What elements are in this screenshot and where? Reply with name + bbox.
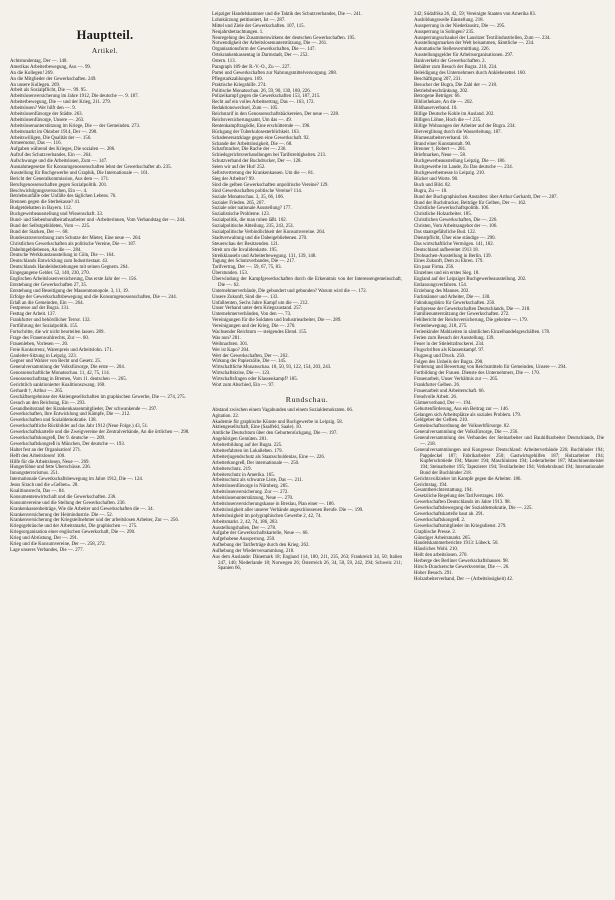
- index-entry: Unfallrenten, Sechs Jahre Kampf um die —. 212.: [212, 300, 309, 306]
- index-entry: Arbeit als Sozialpflicht, Die —. 99. 95.: [10, 88, 87, 94]
- index-entry: Behälter zum Besuch der Bugra. 210, 234.: [414, 65, 498, 71]
- index-entry: Flugschriften als Klassenkampf. 97.: [414, 347, 485, 353]
- index-entry: Arbeitslosenfürsorge in Nürnberg. 285.: [212, 484, 289, 490]
- index-entry: Selbstvertretung der Krankenkassen. Um die —. 81.: [212, 171, 315, 177]
- index-entry: Partei und Gewerkschaften zur Nahrungsmittelversorgung. 288.: [212, 70, 337, 76]
- index-entry: Jesus Sirach und die «Gelben». 28.: [10, 483, 79, 489]
- index-entry: Erziehung des Mannes. 202.: [414, 288, 470, 294]
- index-entry: Ostern. 113.: [212, 59, 236, 65]
- index-entry: Aussperrungsschaukel der Lausitzer Textilindustriellen, Zum —. 234.: [414, 35, 551, 41]
- index-entry: Ausstellungsgelder für Arbeitsorganisationen. 297.: [414, 53, 514, 59]
- index-entry: Arbeiterbildung auf der Bugra. 225.: [212, 443, 283, 449]
- index-entry: Ausbildungswelle Einstellung. 218.: [414, 17, 484, 23]
- index-entry: Internationale Gewerkschaftsbewegung im Jahre 1912, Die —. 124.: [10, 477, 144, 483]
- index-entry: Unternehmerverbände, Die gebundert und gebunden? Warum wird die —. 172.: [212, 288, 367, 294]
- index-entry: Herberge des Berliner Gewerkschaftshauses. 98.: [414, 559, 509, 565]
- index-entry: Arbeitslosenunterstützung im Kriege, Die — der Gemeinden. 273.: [10, 123, 141, 129]
- index-entry: Generalversammlung des Verbandes der Steinarbeiter und Bauhilfsarbeiter Deutschlands, Die —. 218.: [414, 436, 604, 447]
- index-entry: Christen, Vom Arbeitsangebot der —. 106.: [414, 224, 498, 230]
- index-entry: Sozialpolitische Verbindlichkeit der Konsumvereine. 264.: [212, 229, 326, 235]
- index-entry: Wer ist Kapo? 204.: [212, 347, 250, 353]
- index-entry: Wort zum Abschied, Ein —. 97.: [212, 382, 275, 388]
- index-entry: Ortskrankenkassentag in Darmstadt, Der —. 252.: [212, 53, 309, 59]
- index-entry: Beschäftigung 207, 231.: [414, 76, 462, 82]
- index-entry: Abstand zwischen einem Vagabunden und einem Sozialdemokraten. 66.: [212, 407, 354, 413]
- index-entry: Gesetzliche Regelung des Tarifvertrages. 106.: [414, 494, 505, 500]
- index-entry: Arbeitsmarkt. 2, 42, 74, 186, 283.: [212, 519, 279, 525]
- index-entry: Bildhauerverband. 10.: [414, 106, 458, 112]
- index-entry: Buchgewerbemesse in Leipzig. 210.: [414, 171, 486, 177]
- index-entry: Brand einer Kunstanstalt. 90.: [414, 141, 472, 147]
- index-entry: Erlaß an die Gemeinden, Ein —. 264.: [10, 300, 84, 306]
- index-entry: Arbeitslosenfürsorge, Unsere —. 263.: [10, 117, 85, 123]
- index-entry: Arbeiterschutz in Amerika. 165.: [212, 472, 275, 478]
- index-entry: Eingegangene Gelder. 52, 140, 230, 270.: [10, 271, 90, 277]
- index-entry: Arbeitslosenversicherungskasse in Breslau, Plan einer —. 186.: [212, 501, 335, 507]
- index-entry: Kriegsgebräuche und der Arbeitsmarkt, Die graphischen —. 275.: [10, 524, 138, 530]
- index-entry: An die Mitglieder der Gewerkschaften. 249.: [10, 76, 97, 82]
- index-entry: Günstiger Arbeitsmarkt. 265.: [414, 535, 472, 541]
- index-entry: Arbeiterkongreß, Der internationale —. 250.: [212, 460, 300, 466]
- index-entry: Bericht der Generalkommission, Aus dem —. 171.: [10, 176, 110, 182]
- index-entry: Buchgewerbe im Lande, Zu Das deutsche —. 234.: [414, 165, 513, 171]
- index-entry: Rentenkampftragödie, Eine erschütternde —. 196.: [212, 123, 311, 129]
- index-entry: Krankenversicherung der Kriegsteilnehmer und der arbeitslosen Arbeiter, Zur —. 256.: [10, 518, 180, 524]
- index-entry: Gesamtberichterstattung. 194.: [414, 488, 473, 494]
- index-entry: Krankenversicherung der Heimindustrie. Die —. 52.: [10, 512, 113, 518]
- index-entry: Wirtschaftsfragen oder Klassenkampf? 185.: [212, 377, 298, 383]
- index-entry: Akademie für graphische Künste und Buchgewerbe in Leipzig. 58.: [212, 419, 343, 425]
- index-entry: Angehörigen Gemüten. 281.: [212, 437, 268, 443]
- index-entry: Amtliche Deutschtum über den Geburtenrückgang, Die —. 197.: [212, 431, 338, 437]
- index-entry: Freudvolle Arbeit. 26.: [414, 394, 458, 400]
- index-entry: Briefmarken, Neue —. 58.: [414, 153, 467, 159]
- index-entry: Fachpresse der Gewerkschaften Deutschlands, Die —. 218.: [414, 306, 531, 312]
- index-entry: Polizeikampf gegen die Gewerkschaften 153, 187, 215.: [212, 94, 321, 100]
- index-entry: Mittel und Ziele der Gewerkschaften. 107, 115.: [212, 23, 305, 29]
- index-entry: Handelskammerberichte 1913: Lübeck. 50.: [414, 541, 499, 547]
- index-entry: Bücher und Worte. 98.: [414, 176, 459, 182]
- index-entry: Blumenarbeiterverband. 10.: [414, 135, 469, 141]
- index-entry: Organisationsform der Gewerkschaften, Die —. 147.: [212, 47, 316, 53]
- index-entry: Neuregelung des Zusammenwirkens der deutschen Gewerkschaften. 195.: [212, 35, 356, 41]
- index-entry: Christlichen Gewerkschaften, Die —. 226.: [414, 218, 498, 224]
- column-2: [212, 12, 402, 572]
- index-entry: Vereinigungen und der Krieg, Die —. 270.: [212, 324, 296, 330]
- index-entry: Pflegstarkzahlungen. 169.: [212, 76, 263, 82]
- index-entry: Bund der Starken, Der —. 68.: [10, 229, 69, 235]
- index-entry: Sozialistische Probleme. 123.: [212, 212, 270, 218]
- column-3: [414, 12, 604, 583]
- index-entry: Ferien zum Besuch der Ausstellung. 139.: [414, 335, 495, 341]
- index-entry: Arbeitsschutz als schwarze Liste, Das —. 211.: [212, 478, 303, 484]
- index-entry: Das wirtschaftliche Vermögen. 141, 182.: [414, 241, 494, 247]
- index-entry: Ferienbewegung. 218, 275.: [414, 324, 468, 330]
- index-entry: Brennen gegen die Sterbekasse? 41.: [10, 200, 81, 206]
- index-entry: Steuerschau der Besitzenden. 121.: [212, 241, 280, 247]
- index-entry: Aufgehobene Aussperrung. 250.: [212, 537, 276, 543]
- index-entry: Arbeitslosenversicherung. Zur —. 272.: [212, 490, 289, 496]
- index-entry: Gewerkschaften und Sozialdemokratie. 138.: [10, 418, 97, 424]
- index-entry: Sozialpolitische Abteilung. 235, 243, 251.: [212, 224, 295, 230]
- index-entry: Fortschritte, die wir nicht beurteilen lassen. 289.: [10, 329, 105, 335]
- index-entry: Bibliothekare, An die —. 202.: [414, 100, 474, 106]
- index-entry: Deutschlands Entwicklung zum Industriestaat. 43.: [10, 259, 109, 265]
- index-entry: Leipziger Handelskammer und die Taktik des Schutzverbandes, Die —. 241.: [212, 12, 363, 17]
- index-entry: Krieg und Abrüstung, Der —. 291.: [10, 536, 79, 542]
- index-entry: Bund- und Siebenbundbeirathsarbeiter und -Arbeiterinnen, Vom Verbandstag der —. 244.: [10, 218, 186, 224]
- index-entry: Ausstellung für Buchgewerbe und Graphik, Die Internationale —. 161.: [10, 170, 150, 176]
- index-entry: Fortführung der Sozialpolitik. 155.: [10, 324, 79, 330]
- index-entry: Scharfmacher, Die Rache der —. 236.: [212, 147, 287, 153]
- index-entry: Seien wir auf der Hut! 252.: [212, 165, 266, 171]
- index-entry: Beschwichtigungsversuchen, Ein —. 4.: [10, 188, 88, 194]
- index-entry: Gewerkschaftsmitglieder im Kriegsdienst. 279.: [414, 523, 507, 529]
- index-entry: Konsumvereine und die Stellung der Gewerkschaften. 236.: [10, 500, 126, 506]
- index-entry: Rückgang der Tuberkulosesterblichkeit. 163.: [212, 129, 300, 135]
- index-entry: Dahelmgebliebenen, An die —. 284.: [10, 247, 82, 253]
- index-entry: Wirtschaftliche Monatsschau. 18, 50, 93, 122, 154, 203, 243.: [212, 365, 332, 371]
- index-entry: Aus dem Auslande: Dänemark 18; England 114, 180, 211, 235, 263; Frankreich 34, 50; Italien 247, 140; Niederlande 18; Norwegen 26; Österreich 26, 34, 50, 59, 242, 294; Schweiz 211; Spanien 66,: [212, 554, 402, 572]
- index-entry: Fehlbericht der Reichsversicherung, Die geheime —. 179.: [414, 318, 528, 324]
- index-entry: Graphische Presse. 2.: [414, 529, 457, 535]
- index-entry: Streit um die Invalidenkarte. 195.: [212, 247, 278, 253]
- index-entry: Buchgewerbeausstellung Leipzig, Die —. 186.: [414, 159, 506, 165]
- index-entry: Sozialpolitik, die man ruhen läßt. 102.: [212, 218, 287, 224]
- index-entry: Billige Wohnungen der Arbeiter auf der Bugra. 234.: [414, 123, 516, 129]
- index-entry: Schande der Arbeitslosigkeit, Die —. 68.: [212, 141, 293, 147]
- index-entry: Krankenkassenbeiträge, Wie die Arbeiter und Gewerkschaften die —. 34.: [10, 506, 154, 512]
- index-entry: Aufgaben während des Krieges, Die sozialen —. 286.: [10, 147, 116, 153]
- index-entry: Gesuch an den Reichstag, Ein —. 293.: [10, 400, 86, 406]
- index-entry: Weihnachten. 301.: [212, 341, 249, 347]
- index-entry: Gewerkschaftskongreß, Der 9. deutsche —. 209.: [10, 436, 106, 441]
- index-entry: Lohnkürzung petitioniert, Ist —. 287.: [212, 17, 286, 23]
- index-entry: Buch und Bild. 82.: [414, 182, 452, 188]
- index-entry: Sozialer Frieden. 265, 267.: [212, 200, 265, 206]
- index-entry: Bund der Selbstgebildeten, Vom —. 225.: [10, 223, 91, 229]
- index-entry: Arbeitslosigkeit im polygraphischen Gewerbe 2, 42, 74.: [212, 513, 322, 519]
- index-entry: 242; Südafrika 26, 42, 59; Vereinigte Staaten von Amerika 83.: [414, 12, 536, 17]
- index-entry: Christliche Holzarbeiter. 185.: [414, 212, 472, 218]
- index-entry: Was nun? 281.: [212, 335, 241, 341]
- index-entry: Hoher Besuch. 291.: [414, 570, 453, 576]
- index-entry: Gärtnerverband, Der —. 194.: [414, 400, 472, 406]
- index-entry: Reichsversicherungsamt, Um das —. 49.: [212, 118, 293, 124]
- column-2-entries: [212, 12, 402, 389]
- index-entry: Wirkung der Papierzölle, Die —. 145.: [212, 359, 287, 365]
- index-entry: Reichstarif in den Genossenschaftsbäckereien, Der neue —. 228.: [212, 112, 340, 118]
- index-entry: Fortbildung der Frauen. Dienste des Unternehmers, Die —. 170.: [414, 371, 541, 377]
- index-entry: Arbeiterbewegung, Die — und der Krieg, 211. 279.: [10, 100, 112, 106]
- index-entry: Betriebsbeschränkung. 202.: [414, 88, 469, 94]
- index-entry: Achtstundentag, Der —. 140.: [10, 59, 68, 64]
- index-entry: Schadenersatzklage gegen eine Gewerkschaft. 92.: [212, 135, 310, 141]
- index-entry: Aufruf des Schutzverbandes, Ein —. 264.: [10, 153, 92, 159]
- index-entry: Gewerkschaftliche Rückbilder auf das Jahr 1912 (Neue Folge.) 43, 51.: [10, 424, 149, 430]
- index-entry: Fachmänner und Arbeiter, Die —. 130.: [414, 294, 491, 300]
- index-entry: Häusliches Wohl. 210.: [414, 547, 459, 553]
- index-entry: Konsumentenwirtschaft und die Gewerkschaften. 236.: [10, 494, 117, 500]
- column-1-entries: [10, 59, 200, 554]
- index-entry: Redaktionswechsel, Zum —. 105.: [212, 106, 279, 112]
- index-entry: Christlichen Gewerkschaften als politische Vereine, Die —. 187.: [10, 241, 137, 247]
- index-entry: Hirsch-Dunckersche Gewerkvereine, Die —. 26.: [414, 565, 510, 571]
- index-entry: Betriebsunfälle oder Unfälle des täglichen Lebens. 76.: [10, 194, 117, 200]
- index-entry: Entlassungsverfahren. 154.: [414, 282, 468, 288]
- index-entry: Sieg der Arbeiter? 99.: [212, 176, 255, 182]
- section-title-rundschau: Rundschau.: [285, 394, 329, 404]
- index-entry: Schutzverband der Buchdrucker, Der —. 128.: [212, 159, 302, 165]
- index-entry: Freie Konkurrenz, Warenpreis und Arbeitslohn. 171.: [10, 347, 113, 353]
- index-entry: Unsere Zukunft, Sind die —. 133.: [212, 294, 279, 300]
- index-entry: Frage des Frauenwahlrechts, Zur —. 60.: [10, 335, 90, 341]
- index-entry: Arbeiterschutz. 219.: [212, 466, 252, 472]
- index-entry: Stadtverwaltung und die Dabeigebliebenen. 270.: [212, 235, 308, 241]
- index-entry: Arbeitslosenfürsorge der Städte. 263.: [10, 112, 83, 118]
- index-entry: Sind die gelben Gewerkschaften unpolitische Vereine? 129.: [212, 182, 329, 188]
- index-entry: Praktische Kriegshilfe. 274.: [212, 82, 267, 88]
- index-entry: Aussperrung in der Niederlausitz, Die —. 295.: [414, 23, 506, 29]
- index-entry: Gerichtlich sanktionierter Koalitionszwang. 160.: [10, 382, 106, 388]
- index-entry: Brenner †, Robert —. 281.: [414, 147, 467, 153]
- index-entry: Ausnahmegesetze für Konsumgenossenschaften lehnt der Gewerkschafter ab. 235.: [10, 165, 172, 171]
- index-entry: Generalversammlung der Volksfürsorge, Die erste —. 204.: [10, 365, 126, 371]
- index-entry: Arbeiterfahrten im Lokalleben. 179.: [212, 448, 283, 454]
- index-entry: Bund der Buchgraphischen Anstalten: über Arthur Gerhardt, Der —. 287.: [414, 194, 558, 200]
- index-entry: Unternehmerverbänden, Von den —. 73.: [212, 312, 292, 318]
- column-2-rundschau-entries: [212, 408, 402, 573]
- index-entry: Arbeitslosenunterstützung, Neue —. 270.: [212, 496, 294, 502]
- index-entry: Aufhebung der Wiederversammlung. 218.: [212, 549, 295, 555]
- index-entry: Buchgewerbeausstellung und Wissenschaft. 33.: [10, 212, 104, 218]
- index-entry: Genossenschaftstag in Bremen, Vom 11. deutschen —. 265.: [10, 377, 127, 383]
- index-entry: Deutschland aufbereitet 1913 18.: [414, 247, 479, 253]
- index-entry: Entstehung der Gewerkschaften 27, 35.: [10, 282, 88, 288]
- index-entry: Berufsgenossenschaften gegen Sozialpolitik. 201.: [10, 182, 108, 188]
- index-entry: Wirtschaftskrise, Die —. 123.: [212, 371, 271, 377]
- index-entry: Generalversammlungen und Kongresse: Deutschland: Arbeiterverbände 226; Buchbinder 194; Pappdeckel 187; Fabrikarbeiter 250; Gastwirtsgehilfen 187; Holzarbeiter 194; Kupferschmiede 194; Maurer 194; Maschinisten 194; Lederarbeiter 187; Maschinenmeister 194; Steinarbeiter 195; Tapezierer 194; Textilarbeiter 194; Verkehrsbund 194; Internationaler Bund der Buchbinder 218.: [414, 447, 604, 476]
- index-entry: Englischen Arbeitslosenversicherung, Das erste Jahr der —. 156.: [10, 276, 138, 282]
- index-entry: Dienstpflicht, Über eine ständige —. 290.: [414, 235, 496, 241]
- index-entry: Lage unseres Verbandes, Die —. 277.: [10, 547, 84, 553]
- column-3-entries: [414, 12, 604, 583]
- column-1: [10, 12, 200, 554]
- index-entry: Betrogene Betrüger. 66.: [414, 94, 461, 100]
- index-entry: Gewerkschaften, Ihre Entwicklung und Kämpfe, Die —. 212.: [10, 412, 131, 418]
- index-entry: Gemeinschaftsordnung der Volkserbfürsorge. 82.: [414, 424, 511, 430]
- index-entry: An die Kollegen! 269.: [10, 70, 54, 76]
- index-entry: Bugra, Zu — 18.: [414, 188, 448, 194]
- index-entry: An unsere Kollegen. 269.: [10, 82, 61, 88]
- index-entry: Erfolge der Gewerkschaftsbewegung und die Konsumgenossenschaften, Die —. 244.: [10, 294, 177, 300]
- index-entry: Haltet fest an der Organisation! 271.: [10, 447, 82, 453]
- index-entry: Ausstellungsmarken der Welt beisammen, Sämtliche —. 234.: [414, 41, 535, 47]
- index-entry: Neujahrsbetrachtungen. 1.: [212, 29, 264, 35]
- index-entry: Gesundheitsstand der Krankenkassenmitglieder, Der schwankende —. 297.: [10, 406, 158, 412]
- index-entry: Gewerkschaften Deutschlands im Jahre 1913. 98.: [414, 500, 511, 506]
- index-entry: Soziale Monatsschau. 3, 35, 66, 106.: [212, 194, 284, 200]
- main-title: Hauptteil.: [76, 28, 134, 42]
- index-entry: Aufgabe der Gewerkschaftskartelle, Neue —. 66.: [212, 531, 309, 537]
- index-entry: Arbeitsmarkt im Oktober 1914, Der —. 298.: [10, 129, 98, 135]
- index-entry: Das staatsgefährliche Bud. 122.: [414, 229, 477, 235]
- index-entry: Unser Verband unter dem Kriegszustand. 257.: [212, 306, 303, 312]
- index-entry: Arbeitslosigkeit aller unserer Verbände angeschlossenen Berufe. Die —. 199.: [212, 507, 364, 513]
- index-entry: Aufhebung der Tariferträge durch den Krieg. 262.: [212, 543, 310, 549]
- index-entry: Arbeitslosen? Wer hilft den —. 9.: [10, 106, 76, 112]
- index-entry: Gauleiter-Sitzung in Leipzig. 223.: [10, 353, 77, 359]
- index-entry: Streikklauseln und Arbeiterbewegung. 131, 139, 148.: [212, 253, 317, 259]
- index-entry: Tagung des Schutzverbandes, Die —. 217.: [212, 259, 296, 265]
- index-entry: Gegner und Wahrer von Recht und Gesetz. 25.: [10, 359, 102, 365]
- index-entry: Gewerkschaftskartelle baut ab. 291.: [414, 512, 485, 517]
- index-entry: Arbeitslosenversicherung im Jahre 1912, Die deutsche —. 9. 187.: [10, 94, 139, 100]
- index-entry: Recht auf ein volles Arbeitsertrag, Das —. 163, 172.: [212, 100, 315, 106]
- index-entry: Krieg und die Konsumvereine, Der —. 258, 272.: [10, 542, 106, 548]
- index-entry: Automatische Stellenvermittlung. 226.: [414, 47, 490, 53]
- index-entry: Bierverglitung durch die Wasserleitung. 187.: [414, 129, 502, 135]
- index-entry: Wert der Gewerkschaften, Der —. 262.: [212, 353, 289, 359]
- index-entry: Aktiengesellschaft, Eine (Saalfeld, Saale). 10.: [212, 425, 302, 431]
- index-entry: Ferienkinder Mahlzeiten in sämtlichen Einzelhandelsgeschäften. 178.: [414, 330, 551, 336]
- index-entry: Gerichtstag. 194.: [414, 482, 448, 488]
- index-entry: Heilt den arbeitslosen. 270.: [414, 553, 468, 559]
- index-entry: Wachsender Reichtum — steigendes Elend. 155.: [212, 329, 308, 335]
- index-entry: Frauenarbeit, Unser Verhältnis zur —. 265.: [414, 377, 499, 383]
- index-entry: Koalitionsrecht, Das —. 84.: [10, 489, 65, 495]
- index-entry: Tarifvertrag, Der —. 59, 67, 75, 83.: [212, 265, 282, 271]
- index-entry: Einzelnes und ein erstes Sieg. 18.: [414, 271, 480, 277]
- index-entry: Christliche Gewerkschaftspolitik. 106.: [414, 206, 490, 212]
- index-entry: Feuer in der Stieleitzdruckerei. 234.: [414, 341, 485, 347]
- index-entry: Flugzeug und Druck. 250.: [414, 353, 466, 359]
- index-entry: Hilfe für die Arbeitslosen, Neue —. 269.: [10, 459, 90, 465]
- index-entry: Genossenschaftliche Monatsschau. 11, 42, 75, 114.: [10, 371, 110, 377]
- index-entry: England auf der Leipziger Buchgewerbeausstellung. 202.: [414, 277, 527, 283]
- index-entry: Generalversammlung der Volksfürsorge, Die —. 256.: [414, 430, 519, 436]
- index-entry: Schiedsgerichtsverhandlungen bei Tarifstreitigkeiten. 213.: [212, 153, 327, 159]
- index-entry: Gerichtsvollzieher im Kampfe gegen die Arbeiter. 186.: [414, 476, 522, 482]
- index-entry: Gewerkschaftskongreß in München, Der deutsche —. 193.: [10, 441, 126, 447]
- index-entry: Deutsche Werkkunstausstellung in Cöln, Die —. 164.: [10, 253, 115, 259]
- index-entry: Gerhardt †, Arthur —. 265.: [10, 388, 64, 394]
- index-entry: Holzarbeiterverband, Der — (Arbeitslosigkeit) 42.: [414, 576, 514, 582]
- index-entry: Bund der Buchdrucker, Beiträge für Gelben, Der —. 162.: [414, 200, 527, 206]
- index-entry: Innungsterrorismus. 251.: [10, 471, 60, 477]
- index-entry: Überstunden. 153.: [212, 271, 248, 277]
- index-entry: Hungerlöhne und fette Überschüsse. 236.: [10, 465, 91, 471]
- index-entry: Bundesratsverordnung zum Schutze der Mieter, Eine neue —. 264.: [10, 235, 142, 241]
- index-entry: Eines Zukunft, Dem zu Ehren. 179.: [414, 259, 484, 265]
- index-entry: Geschäftsergebnisse der Aktiengesellschaften im graphischen Gewerbe, Die —. 274, 275.: [10, 394, 186, 400]
- index-entry: Festpresse auf der Bugra. 131.: [10, 306, 70, 312]
- index-entry: Folgen des Unheils der Bugra. 290.: [414, 359, 484, 365]
- index-entry: Sind Gewerkschaften politische Vereine? 114.: [212, 188, 303, 194]
- index-entry: Beleidigung des Unternehmers durch Anklebezettel. 160.: [414, 70, 527, 76]
- index-entry: Frauenarbeit und Arbeiterschaft. 66.: [414, 389, 485, 394]
- index-entry: Gewerkschaftskongreß. 2.: [414, 517, 466, 523]
- index-entry: Geburtenförderung, Aus ein Beitrag zur —. 146.: [414, 406, 509, 412]
- index-entry: Drohsachen-Ausstellung in Berlin. 139.: [414, 253, 492, 259]
- index-entry: Arbeitswilligen, Die Qualität der —. 156.: [10, 135, 92, 141]
- index-entry: Gewerkschaftskartelle und die Zweigvereine der Zentralverbände, An die örtlichen —. 298.: [10, 430, 190, 436]
- index-entry: Arbeiterjugendschutz als Staatsschuldenlas, Eine —. 226.: [212, 454, 326, 460]
- section-title-artikel: Artikel.: [91, 46, 119, 55]
- index-entry: Billige Deutsche Kohle im Ausland. 202.: [414, 112, 495, 118]
- index-entry: Armeemotor, Das —. 116.: [10, 141, 62, 147]
- index-entry: Billigen Löhne, Hoch die —! 235.: [414, 118, 482, 124]
- index-entry: Amerikas Arbeiterbewegung, Aus —. 99.: [10, 64, 92, 70]
- index-entry: Helft den Arbeitslosen! 100.: [10, 453, 66, 459]
- index-entry: Paragraph 189 der R.-V.-O., Zu —. 227.: [212, 65, 291, 71]
- index-entry: Geldgeber der Gelben. 210.: [414, 418, 469, 424]
- index-entry: Gewerkschaftsbewegung der Sozialdemokratie, Die —. 225.: [414, 506, 533, 512]
- index-entry: Ausstellungshallen, Der —. 278.: [212, 525, 277, 531]
- index-entry: Soziale oder nationale Ausstellung? 177.: [212, 206, 292, 212]
- index-entry: Deutschlands Handelsbeziehungen mit seinen Gegnern. 264.: [10, 265, 129, 271]
- index-entry: Frankfurter und behördlicher Terror. 132.: [10, 318, 91, 324]
- index-entry: Überwindung der Kampfgewerkschaften durch die Erkenntnis von der Interessengemeinschaft, Die —. 62.: [212, 277, 402, 288]
- index-entry: Budgetdebatten in Bayern. 112.: [10, 206, 72, 212]
- index-entry: Entstehung und Beseitigung der Massenmonopole. 3, 11, 19.: [10, 288, 129, 294]
- index-entry: Bankverkehr der Gewerkschaften. 2.: [414, 59, 486, 65]
- index-entry: Politische Monatsschau. 26, 59, 90, 130, 180, 226.: [212, 88, 311, 94]
- index-entry: Frankfurter Gelben. 26.: [414, 383, 461, 389]
- index-entry: Notwendigkeit der Arbeitslosenunterstützung, Die —. 261.: [212, 41, 328, 47]
- index-entry: Kriegsorganisation einer englischen Gewerkschaft, Die —. 290.: [10, 530, 136, 536]
- index-entry: Ein paar Firma. 256.: [414, 265, 455, 271]
- index-entry: Familienunterstützung der Gewerkschaften. 272.: [414, 312, 510, 318]
- index-entry: Frauenleben, Vorlesen —. 20.: [10, 341, 69, 347]
- index-entry: Forderung und Bewertung von Reichsmitteln für Gemeinden, Unsere —. 294.: [414, 365, 567, 371]
- index-entry: Agitation. 22.: [212, 413, 240, 419]
- index-entry: Vereinigungen für die Soldaten und Industriearbeiter, Die —. 289.: [212, 318, 342, 324]
- index-entry: Fahndungsbüro für Gewerkschaften. 256.: [414, 300, 496, 306]
- index-entry: Aufschwunge und die Arbeitslosen, Zum —. 147.: [10, 159, 108, 165]
- index-entry: Besucher der Bugra, Die Zahl der —. 218.: [414, 82, 498, 88]
- index-entry: Festtag der Arbeit. 137.: [10, 312, 57, 318]
- index-entry: Aussperrung in Solingen? 235.: [414, 29, 475, 35]
- index-entry: Gelangen sich Arbeitsplätze als soziales Problem. 179.: [414, 412, 522, 418]
